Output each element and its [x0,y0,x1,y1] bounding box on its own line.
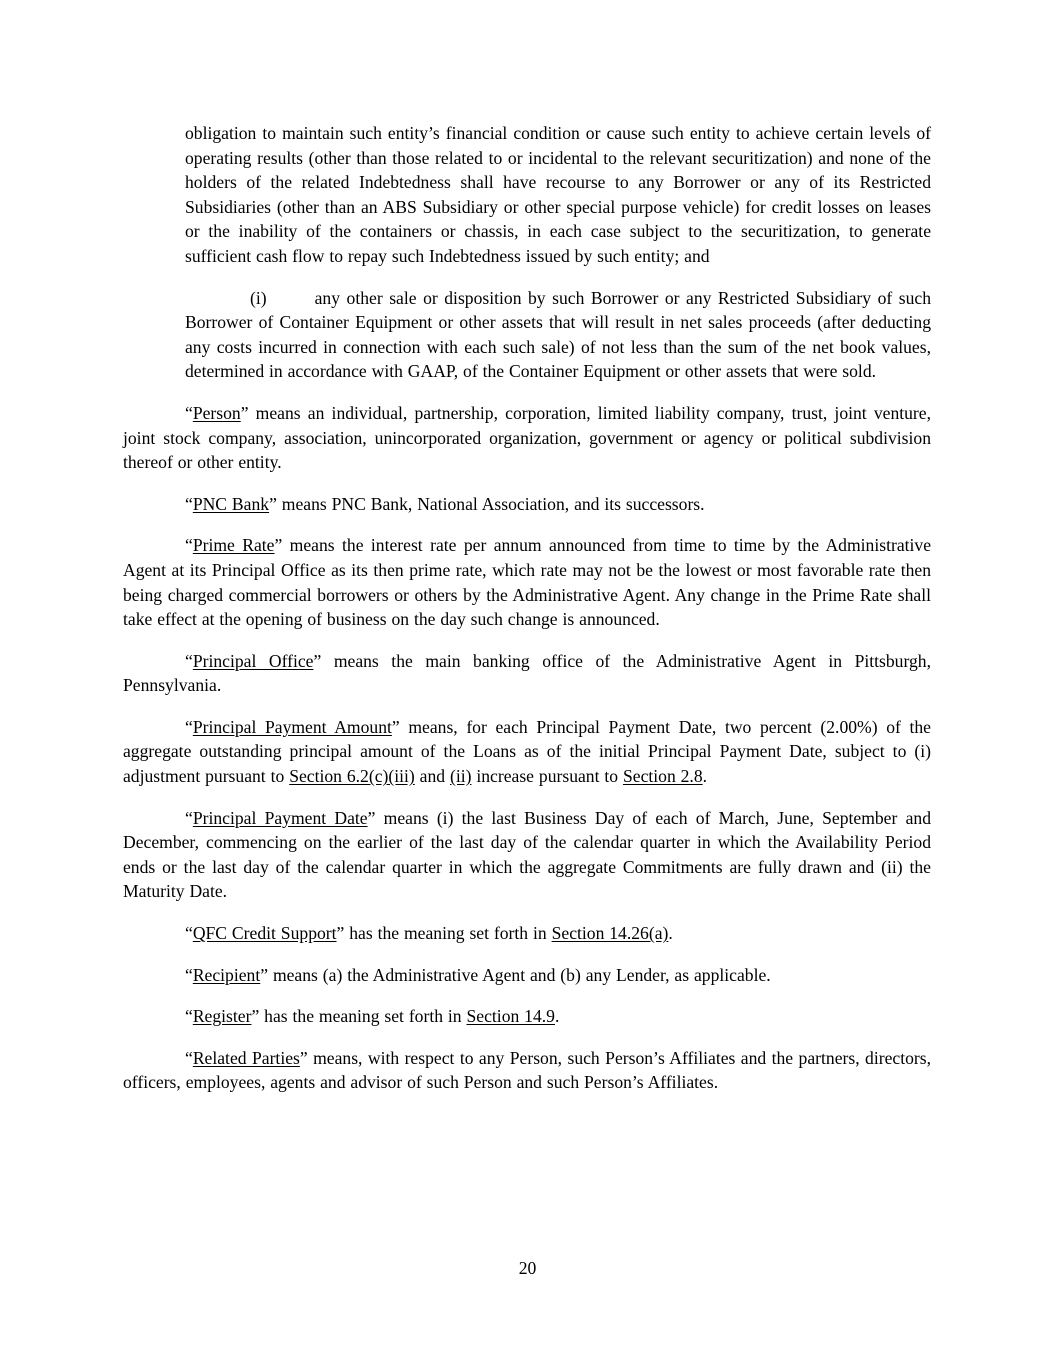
text-run: ” means PNC Bank, National Association, and its successors. [269,493,705,514]
text-run: “ [185,1047,193,1068]
paragraph [123,1004,931,1029]
defined-term: (ii) [449,766,472,787]
text-run: “ [185,402,193,423]
defined-term: Principal Payment Date [192,807,368,828]
paragraph [123,963,931,988]
text-run: ” has the meaning set forth in [251,1006,467,1027]
page-number: 20 [518,1258,537,1278]
defined-term: Related Parties [192,1047,300,1068]
paragraph [123,649,931,698]
text-run: any other sale or disposition by such Borrower or any Restricted Subsidiary of such Borrower of Container Equipment or other assets that will result in net sales proceeds (after deducting any costs incurred in connection with each such sale) of not less than the sum of the net book values, determined in accordance with GAAP, of the Container Equipment or other assets that were sold. [185,287,931,382]
defined-term: Recipient [192,964,261,985]
text-run: ” means, for each Principal Payment Date, two percent (2.00%) of the aggregate outstanding principal amount of the Loans as of the initial Principal Payment Date, subject to (i) adjustment pursuant to [123,716,931,787]
defined-term: Principal Payment Amount [192,716,392,737]
document-body [123,121,931,1112]
text-run: ” means, with respect to any Person, such Person’s Affiliates and the partners, directors, officers, employees, agents and advisor of such Person and such Person’s Affiliates. [123,1047,931,1093]
text-run: increase pursuant to [471,766,623,787]
defined-term: Section 14.9 [466,1006,555,1027]
text-run: “ [185,493,193,514]
text-run: ” means (i) the last Business Day of each of March, June, September and December, commencing on the earlier of the last day of the calendar quarter in which the Availability Period ends or the last day of the calendar quarter in which the aggregate Commitments are fully drawn and (ii) the Maturity Date. [123,807,931,902]
text-run: and [414,766,450,787]
text-run: “ [185,535,193,556]
paragraph [123,1046,931,1095]
defined-term: PNC Bank [192,493,270,514]
paragraph [123,715,931,789]
text-run: ” means an individual, partnership, corporation, limited liability company, trust, joint venture, joint stock company, association, unincorporated organization, government or agency or political subdivision thereof or other entity. [123,402,931,473]
defined-term: Prime Rate [192,535,275,556]
text-run: obligation to maintain such entity’s financial condition or cause such entity to achieve certain levels of operating results (other than those related to or incidental to the relevant securitization) and none of the holders of the related Indebtedness shall have recourse to any Borrower or any of its Restricted Subsidiaries (other than an ABS Subsidiary or other special purpose vehicle) for credit losses on leases or the inability of the containers or chassis, in each case subject to the securitization, to generate sufficient cash flow to repay such Indebtedness issued by such entity; and [185,123,931,266]
paragraph [123,401,931,475]
text-run: (i) [250,287,267,308]
text-run: “ [185,650,193,671]
text-run: “ [185,716,193,737]
text-run: “ [185,923,193,944]
paragraph [123,492,931,517]
paragraph [123,806,931,904]
paragraph [185,121,931,269]
defined-term: Section 6.2(c)(iii) [289,766,415,787]
text-run: ” means the main banking office of the Administrative Agent in Pittsburgh, Pennsylvania. [123,650,931,696]
defined-term: Section 2.8 [622,766,703,787]
defined-term: Person [192,402,241,423]
paragraph [123,533,931,631]
paragraph [123,921,931,946]
defined-term: Section 14.26(a) [551,923,669,944]
defined-term: QFC Credit Support [192,923,337,944]
defined-term: Register [192,1006,252,1027]
text-run: . [702,766,708,787]
paragraph [185,286,931,384]
text-run: “ [185,1006,193,1027]
text-run: “ [185,964,193,985]
text-run: “ [185,807,193,828]
defined-term: Principal Office [192,650,314,671]
text-run: ” means the interest rate per annum announced from time to time by the Administrative Agent at its Principal Office as its then prime rate, which rate may not be the lowest or most favorable rate then being charged commercial borrowers or others by the Administrative Agent. Any change in the Prime Rate shall take effect at the opening of business on the day such change is announced. [123,535,932,630]
text-run: ” has the meaning set forth in [336,923,552,944]
text-run: ” means (a) the Administrative Agent and (b) any Lender, as applicable. [260,964,771,985]
text-run: . [554,1006,560,1027]
text-run: . [668,923,673,944]
